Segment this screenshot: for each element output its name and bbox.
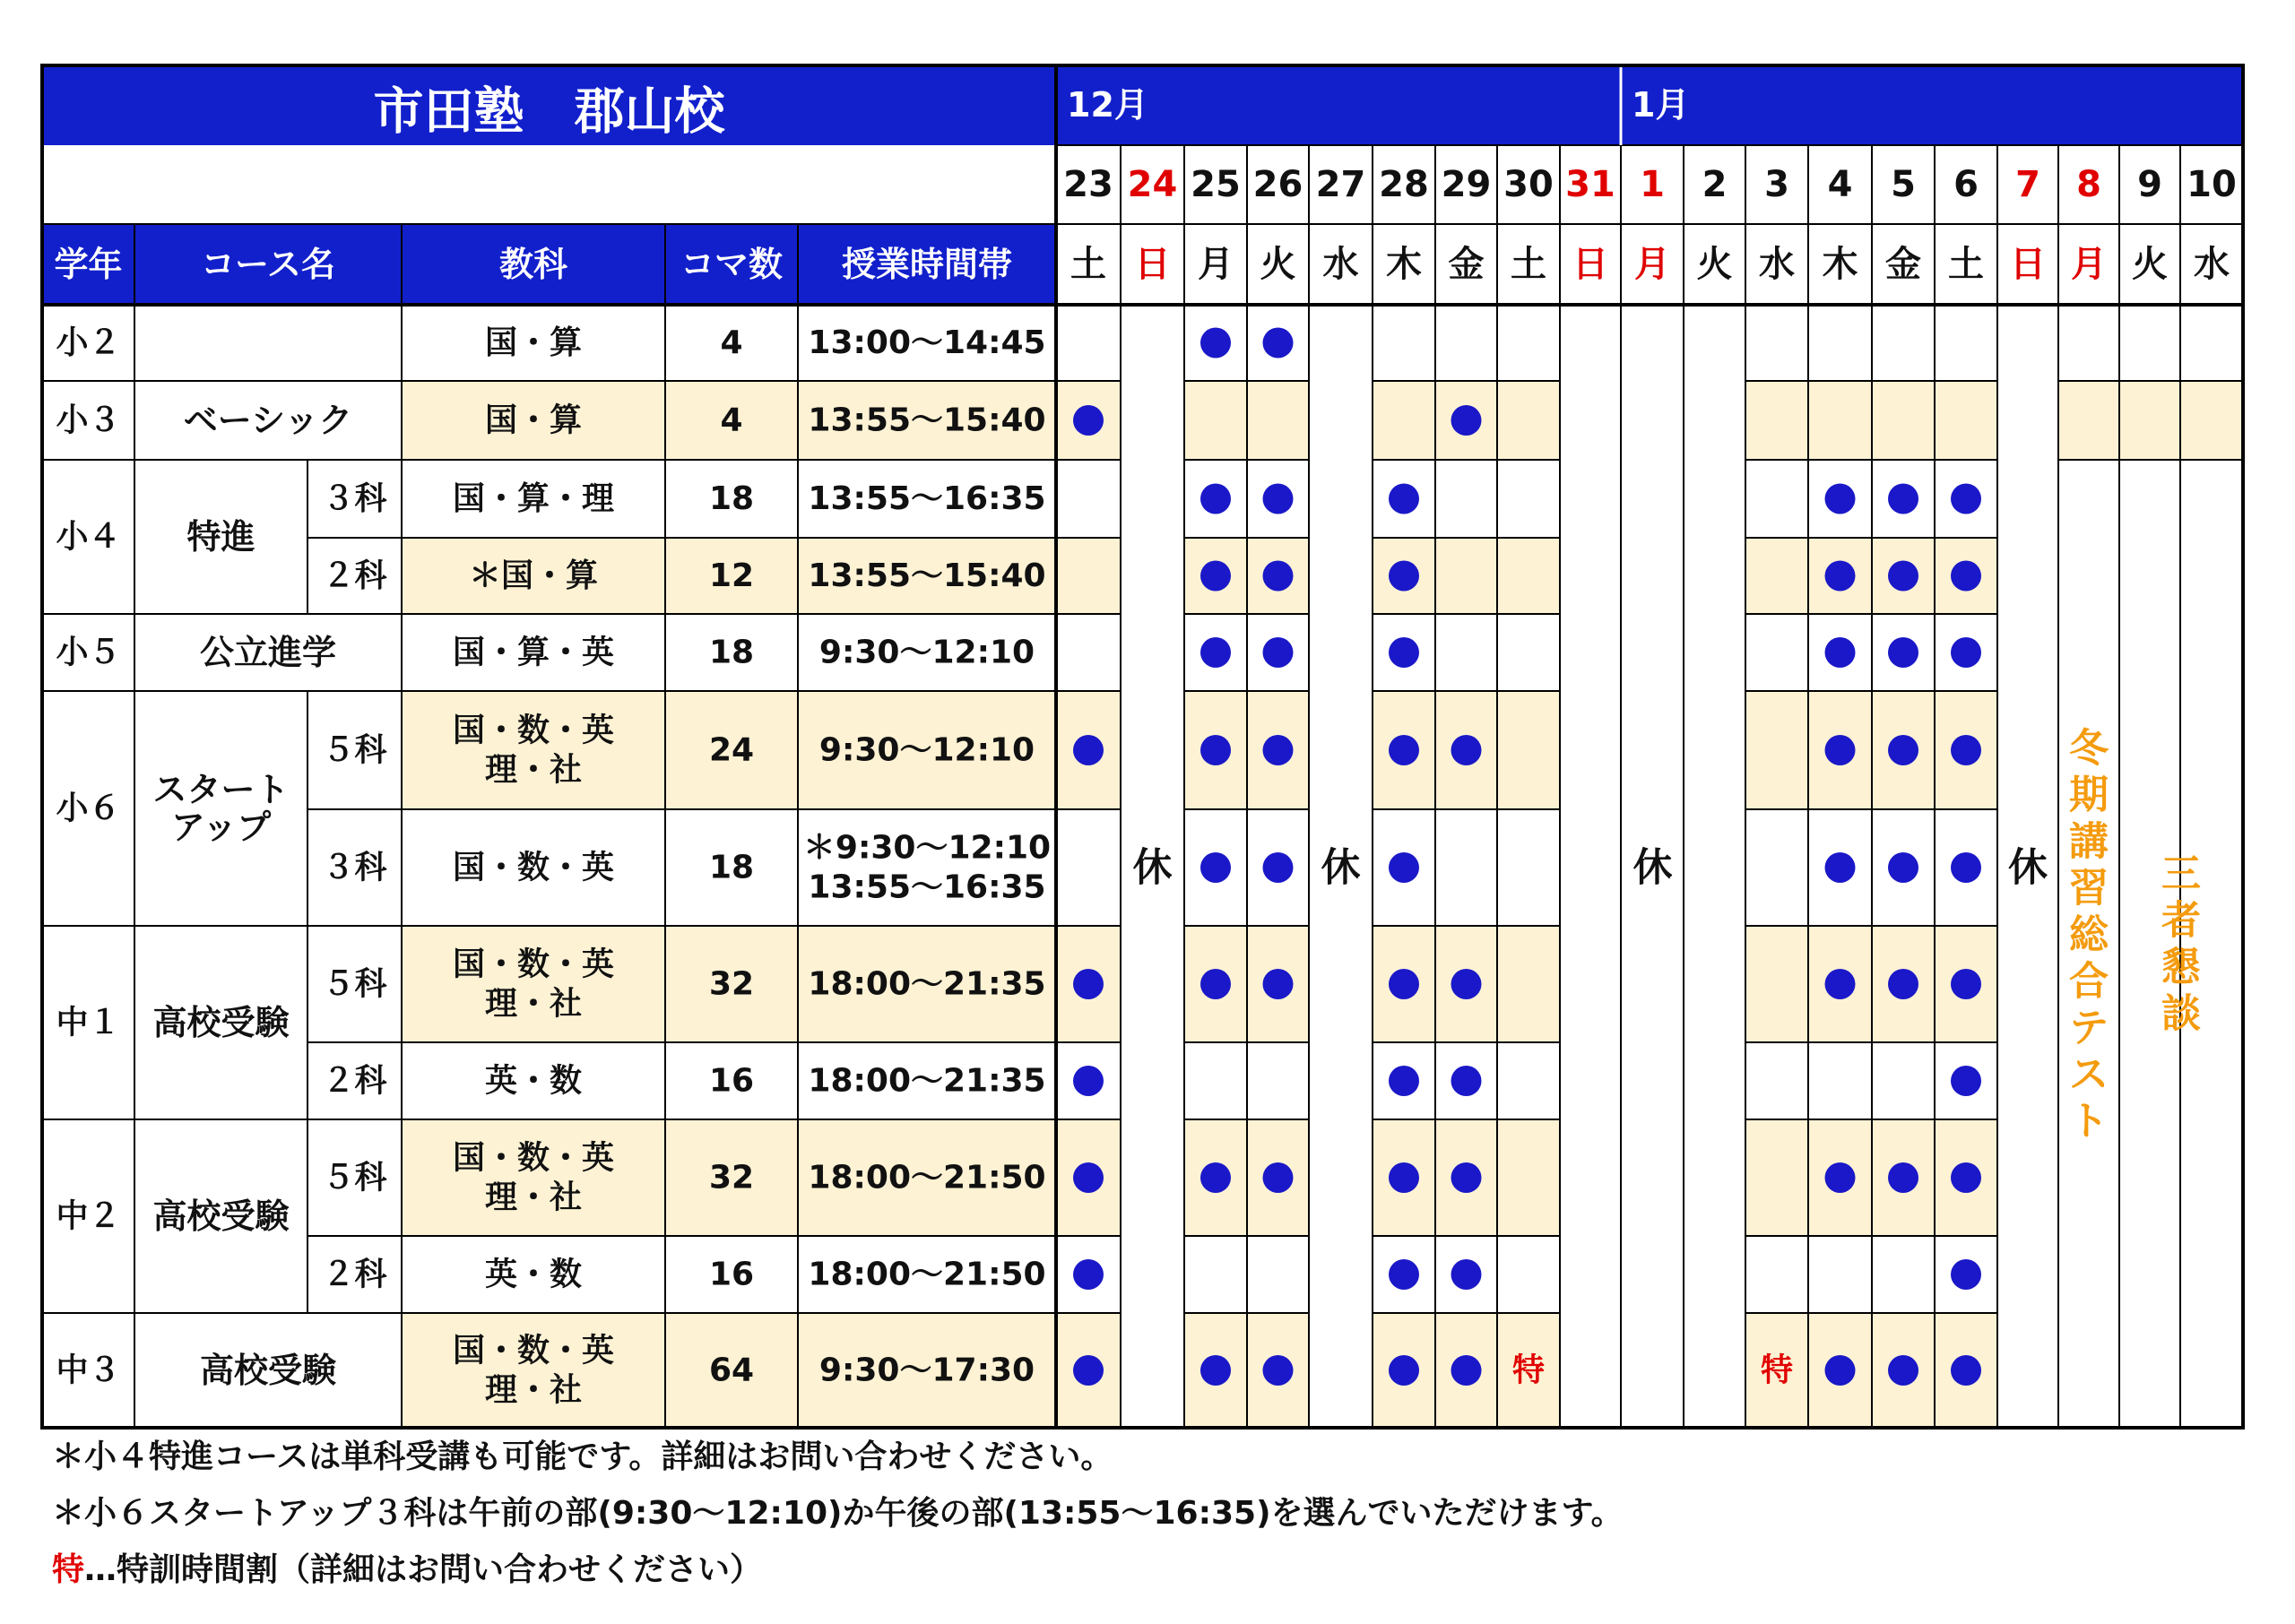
- lesson-dot: [1073, 1066, 1104, 1096]
- date-2: 2: [1702, 164, 1728, 205]
- winter-test-note: 冬: [2069, 725, 2109, 772]
- weekday-24: 日: [1134, 244, 1171, 285]
- winter-test-note: ト: [2069, 1098, 2109, 1145]
- lesson-dot: [1451, 1259, 1482, 1290]
- column-header-2: 教科: [498, 245, 568, 284]
- column-header-3: コマ数: [680, 245, 784, 284]
- weekday-2: 火: [1696, 244, 1733, 285]
- day-shade: [1497, 381, 1560, 460]
- lesson-dot: [1825, 561, 1856, 592]
- day-shade: [1745, 381, 1808, 460]
- subjects: 国・算・英: [452, 634, 615, 671]
- weekday-27: 水: [1322, 244, 1359, 285]
- subjects: 理・社: [484, 1371, 583, 1409]
- date-7: 7: [2015, 164, 2040, 205]
- winter-test-note: テ: [2069, 1005, 2109, 1051]
- lesson-dot: [1951, 1066, 1981, 1096]
- winter-test-note: 講: [2069, 818, 2109, 865]
- date-24: 24: [1127, 164, 1178, 205]
- subjects: 国・数・英: [452, 849, 615, 886]
- lesson-dot: [1951, 1259, 1981, 1290]
- sub-course: ３科: [322, 849, 387, 886]
- lesson-dot: [1951, 1355, 1981, 1386]
- lesson-dot: [1825, 1355, 1856, 1386]
- day-shade: [2180, 381, 2243, 460]
- lesson-dot: [1263, 969, 1294, 999]
- date-30: 30: [1503, 164, 1554, 205]
- lesson-count: 18: [708, 480, 755, 517]
- day-shade: [1497, 926, 1560, 1042]
- date-1: 1: [1640, 164, 1665, 205]
- sub-course: ２科: [322, 557, 387, 594]
- subjects: 国・数・英: [452, 1332, 615, 1369]
- lesson-dot: [1888, 1162, 1918, 1193]
- day-shade: [1808, 381, 1872, 460]
- day-shade: [1745, 538, 1808, 614]
- course-title: 冬期講習要項: [398, 145, 700, 204]
- course-name: 公立進学: [199, 633, 337, 672]
- lesson-dot: [1389, 637, 1419, 668]
- lesson-dot: [1951, 735, 1981, 765]
- lesson-dot: [1888, 969, 1918, 999]
- lesson-count: 24: [708, 731, 755, 769]
- lesson-count: 16: [708, 1062, 755, 1100]
- date-5: 5: [1891, 164, 1916, 205]
- date-23: 23: [1063, 164, 1113, 205]
- lesson-dot: [1073, 969, 1104, 999]
- lesson-count: 64: [708, 1352, 755, 1389]
- lesson-dot: [1200, 484, 1231, 514]
- lesson-dot: [1200, 1162, 1231, 1193]
- date-29: 29: [1441, 164, 1492, 205]
- lesson-count: 32: [708, 965, 755, 1003]
- date-6: 6: [1953, 164, 1979, 205]
- holiday-label: 休: [2008, 844, 2048, 891]
- grade-label: 小２: [56, 324, 121, 361]
- lesson-dot: [1888, 1355, 1918, 1386]
- lesson-dot: [1073, 1259, 1104, 1290]
- lesson-count: 18: [708, 849, 755, 886]
- lesson-dot: [1888, 735, 1918, 765]
- day-shade: [1435, 538, 1497, 614]
- lesson-dot: [1073, 735, 1104, 765]
- course-name: 高校受験: [152, 1003, 290, 1042]
- subjects: 英・数: [484, 1062, 583, 1100]
- lesson-dot: [1389, 735, 1419, 765]
- lesson-dot: [1951, 969, 1981, 999]
- lesson-dot: [1200, 969, 1231, 999]
- day-shade: [1497, 691, 1560, 809]
- date-31: 31: [1565, 164, 1615, 205]
- lesson-dot: [1825, 735, 1856, 765]
- weekday-26: 火: [1260, 244, 1296, 285]
- lesson-dot: [1263, 735, 1294, 765]
- interview-note: 者: [2161, 897, 2201, 944]
- date-27: 27: [1315, 164, 1366, 205]
- grade-label: 中３: [56, 1352, 121, 1389]
- time-slot: 13:55～15:40: [808, 402, 1046, 439]
- day-shade: [1745, 691, 1808, 809]
- course-name: 高校受験: [199, 1351, 337, 1390]
- lesson-count: 18: [708, 634, 755, 671]
- interview-note: 談: [2161, 990, 2201, 1037]
- winter-test-note: 合: [2069, 958, 2109, 1005]
- holiday-label: 休: [1321, 844, 1361, 891]
- lesson-count: 4: [720, 402, 743, 439]
- weekday-31: 日: [1572, 244, 1608, 285]
- footnote-2: ＊小６スタートアップ３科は午前の部(9:30～12:10)か午後の部(13:55～16:35)を選んでいただけます。: [52, 1495, 1624, 1532]
- sub-course: ３科: [322, 480, 387, 517]
- lesson-dot: [1825, 852, 1856, 883]
- date-9: 9: [2137, 164, 2162, 205]
- time-slot: 13:55～15:40: [808, 557, 1046, 594]
- subjects: 国・算: [484, 402, 583, 439]
- holiday-label: 休: [1632, 844, 1673, 891]
- winter-test-note: 総: [2069, 911, 2109, 958]
- lesson-dot: [1263, 561, 1294, 592]
- subjects: 国・算: [484, 324, 583, 361]
- winter-test-note: 習: [2069, 865, 2109, 911]
- weekday-4: 木: [1822, 244, 1858, 285]
- lesson-dot: [1825, 1162, 1856, 1193]
- winter-test-note: ス: [2069, 1051, 2109, 1098]
- footnote-1: ＊小４特進コースは単科受講も可能です。詳細はお問い合わせください。: [52, 1438, 1113, 1475]
- lesson-dot: [1888, 637, 1918, 668]
- grade-label: 中２: [56, 1197, 121, 1235]
- weekday-8: 月: [2071, 244, 2107, 285]
- lesson-count: 12: [708, 557, 755, 594]
- winter-test-note: 期: [2069, 772, 2109, 818]
- lesson-dot: [1451, 1162, 1482, 1193]
- weekday-28: 木: [1386, 244, 1422, 285]
- subjects: 理・社: [484, 751, 583, 789]
- lesson-dot: [1389, 1355, 1419, 1386]
- weekday-7: 日: [2010, 244, 2046, 285]
- lesson-count: 16: [708, 1256, 755, 1293]
- sub-course: ５科: [322, 731, 387, 769]
- lesson-dot: [1200, 1355, 1231, 1386]
- lesson-dot: [1389, 484, 1419, 514]
- lesson-dot: [1200, 735, 1231, 765]
- course-name: ベーシック: [183, 401, 353, 440]
- lesson-dot: [1951, 637, 1981, 668]
- course-name: 高校受験: [152, 1196, 290, 1236]
- time-slot: 9:30～17:30: [818, 1352, 1035, 1389]
- grade-label: 小３: [56, 402, 121, 439]
- lesson-dot: [1888, 852, 1918, 883]
- date-28: 28: [1379, 164, 1429, 205]
- lesson-dot: [1888, 484, 1918, 514]
- course-name: スタート: [152, 770, 290, 809]
- day-shade: [1497, 538, 1560, 614]
- lesson-dot: [1263, 328, 1294, 358]
- subjects: 国・算・理: [452, 480, 615, 517]
- holiday-label: 休: [1132, 844, 1173, 891]
- weekday-30: 土: [1511, 244, 1546, 285]
- lesson-dot: [1263, 484, 1294, 514]
- special-mark: 特: [1760, 1352, 1794, 1389]
- sub-course: ２科: [322, 1062, 387, 1100]
- lesson-dot: [1073, 1162, 1104, 1193]
- lesson-count: 32: [708, 1159, 755, 1196]
- weekday-6: 土: [1948, 244, 1984, 285]
- course-name: 特進: [186, 517, 255, 557]
- grade-label: 小５: [56, 634, 121, 671]
- day-shade: [1745, 926, 1808, 1042]
- column-header-0: 学年: [54, 245, 123, 284]
- lesson-dot: [1263, 1162, 1294, 1193]
- lesson-dot: [1389, 561, 1419, 592]
- lesson-dot: [1073, 1355, 1104, 1386]
- subjects: 国・数・英: [452, 712, 615, 749]
- month-label-january: 1月: [1632, 85, 1690, 125]
- time-slot: 18:00～21:50: [808, 1159, 1046, 1196]
- time-slot: 13:55～16:35: [808, 868, 1046, 906]
- day-shade: [1497, 1119, 1560, 1236]
- day-shade: [1872, 381, 1935, 460]
- interview-note: 懇: [2161, 944, 2201, 990]
- day-shade: [2119, 381, 2180, 460]
- weekday-10: 水: [2194, 244, 2230, 285]
- sub-course: ２科: [322, 1256, 387, 1293]
- lesson-dot: [1951, 1162, 1981, 1193]
- subjects: 国・数・英: [452, 1139, 615, 1177]
- weekday-29: 金: [1448, 244, 1485, 285]
- weekday-25: 月: [1198, 244, 1234, 285]
- day-shade: [1745, 1119, 1808, 1236]
- subjects: 国・数・英: [452, 946, 615, 983]
- subjects: 英・数: [484, 1256, 583, 1293]
- date-8: 8: [2076, 164, 2101, 205]
- lesson-dot: [1200, 561, 1231, 592]
- day-shade: [1935, 381, 1997, 460]
- day-shade: [1184, 381, 1247, 460]
- day-shade: [1373, 381, 1435, 460]
- lesson-dot: [1200, 328, 1231, 358]
- school-title: 市田塾 郡山校: [373, 82, 725, 142]
- lesson-dot: [1389, 1066, 1419, 1096]
- time-slot: 13:00～14:45: [808, 324, 1046, 361]
- course-name: アップ: [170, 808, 272, 847]
- time-slot: 9:30～12:10: [818, 634, 1035, 671]
- lesson-dot: [1451, 1355, 1482, 1386]
- sub-course: ５科: [322, 1159, 387, 1196]
- date-3: 3: [1764, 164, 1789, 205]
- sub-course: ５科: [322, 965, 387, 1003]
- lesson-dot: [1263, 637, 1294, 668]
- weekday-9: 火: [2132, 244, 2168, 285]
- date-10: 10: [2187, 164, 2237, 205]
- lesson-dot: [1200, 637, 1231, 668]
- subjects: 理・社: [484, 985, 583, 1023]
- lesson-dot: [1451, 405, 1482, 436]
- lesson-dot: [1263, 1355, 1294, 1386]
- time-slot: 13:55～16:35: [808, 480, 1046, 517]
- lesson-dot: [1951, 484, 1981, 514]
- weekday-3: 水: [1759, 244, 1795, 285]
- lesson-dot: [1073, 405, 1104, 436]
- subjects: ＊国・算: [468, 557, 599, 594]
- day-shade: [1247, 381, 1309, 460]
- lesson-dot: [1451, 735, 1482, 765]
- footnote-3-text: …特訓時間割（詳細はお問い合わせください）: [84, 1551, 763, 1588]
- grade-label: 小４: [56, 518, 121, 556]
- date-26: 26: [1252, 164, 1303, 205]
- footnote-3: [52, 1544, 762, 1590]
- time-slot: 18:00～21:50: [808, 1256, 1046, 1293]
- column-header-4: 授業時間帯: [841, 245, 1013, 284]
- month-label-december: 12月: [1067, 85, 1148, 125]
- weekday-1: 月: [1634, 244, 1670, 285]
- weekday-23: 土: [1070, 244, 1106, 285]
- lesson-dot: [1951, 561, 1981, 592]
- lesson-dot: [1451, 1066, 1482, 1096]
- subjects: 理・社: [484, 1179, 583, 1216]
- weekday-5: 金: [1885, 244, 1921, 285]
- time-slot: 18:00～21:35: [808, 965, 1046, 1003]
- lesson-dot: [1825, 969, 1856, 999]
- lesson-dot: [1825, 637, 1856, 668]
- lesson-dot: [1389, 852, 1419, 883]
- lesson-dot: [1389, 1259, 1419, 1290]
- special-mark: 特: [52, 1551, 85, 1588]
- grade-label: 小６: [56, 790, 121, 827]
- lesson-dot: [1451, 969, 1482, 999]
- date-4: 4: [1827, 164, 1853, 205]
- grade-label: 中１: [56, 1004, 121, 1041]
- time-slot: 9:30～12:10: [818, 731, 1035, 769]
- date-25: 25: [1191, 164, 1241, 205]
- day-shade: [1056, 538, 1121, 614]
- column-header-1: コース名: [200, 245, 336, 284]
- lesson-dot: [1263, 852, 1294, 883]
- lesson-dot: [1951, 852, 1981, 883]
- lesson-dot: [1888, 561, 1918, 592]
- interview-note: 三: [2161, 851, 2201, 897]
- lesson-dot: [1389, 969, 1419, 999]
- lesson-dot: [1389, 1162, 1419, 1193]
- lesson-count: 4: [720, 324, 743, 361]
- lesson-dot: [1200, 852, 1231, 883]
- time-slot: ＊9:30～12:10: [802, 829, 1052, 867]
- day-shade: [2058, 381, 2119, 460]
- time-slot: 18:00～21:35: [808, 1062, 1046, 1100]
- special-mark: 特: [1511, 1352, 1546, 1389]
- lesson-dot: [1825, 484, 1856, 514]
